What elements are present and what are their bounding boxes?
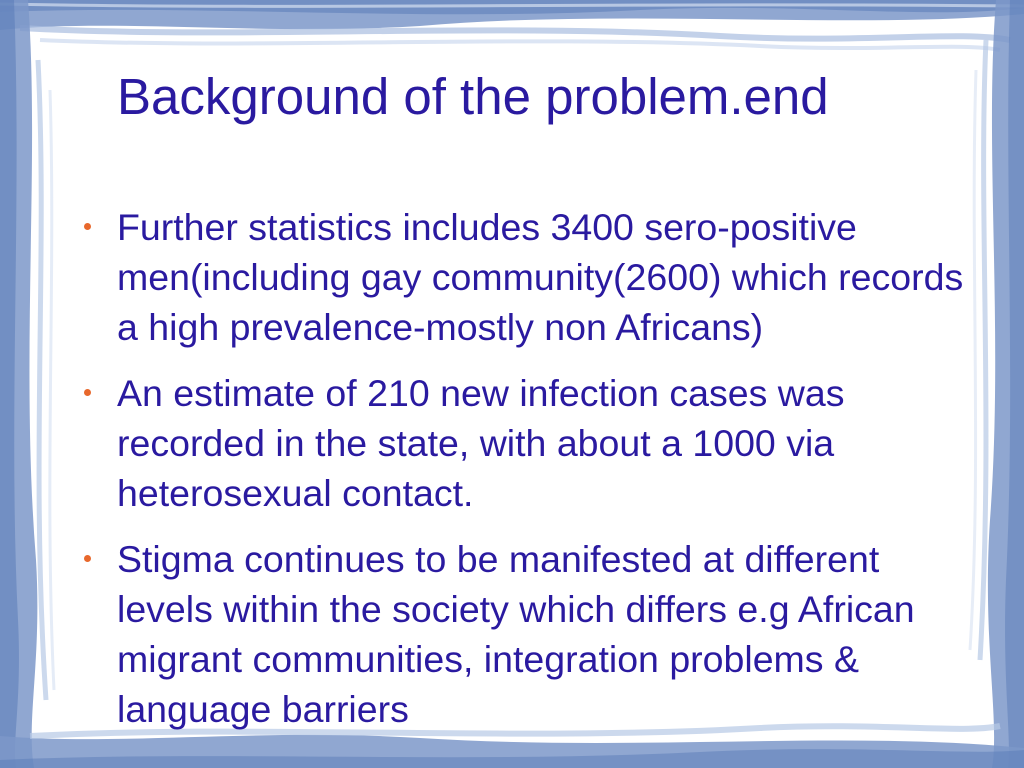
frame-right-edge — [970, 0, 1024, 768]
bullet-item — [117, 202, 977, 352]
bullet-dot-icon — [84, 223, 91, 230]
bullet-text: Stigma continues to be manifested at different levels within the society which differs e.g African migrant communities, integration problems & language barriers — [117, 538, 915, 730]
bullet-item — [117, 368, 977, 518]
slide-title: Background of the problem.end — [117, 68, 829, 125]
bullet-text: Further statistics includes 3400 sero-positive men(including gay community(2600) which records a high prevalence-mostly non Africans) — [117, 206, 964, 348]
frame-top-edge — [0, 0, 1024, 50]
frame-left-edge — [0, 0, 54, 768]
bullet-item — [117, 534, 977, 734]
bullet-text: An estimate of 210 new infection cases was recorded in the state, with about a 1000 via heterosexual contact. — [117, 372, 845, 514]
bullet-list — [117, 202, 977, 750]
bullet-dot-icon — [84, 555, 91, 562]
bullet-dot-icon — [84, 389, 91, 396]
